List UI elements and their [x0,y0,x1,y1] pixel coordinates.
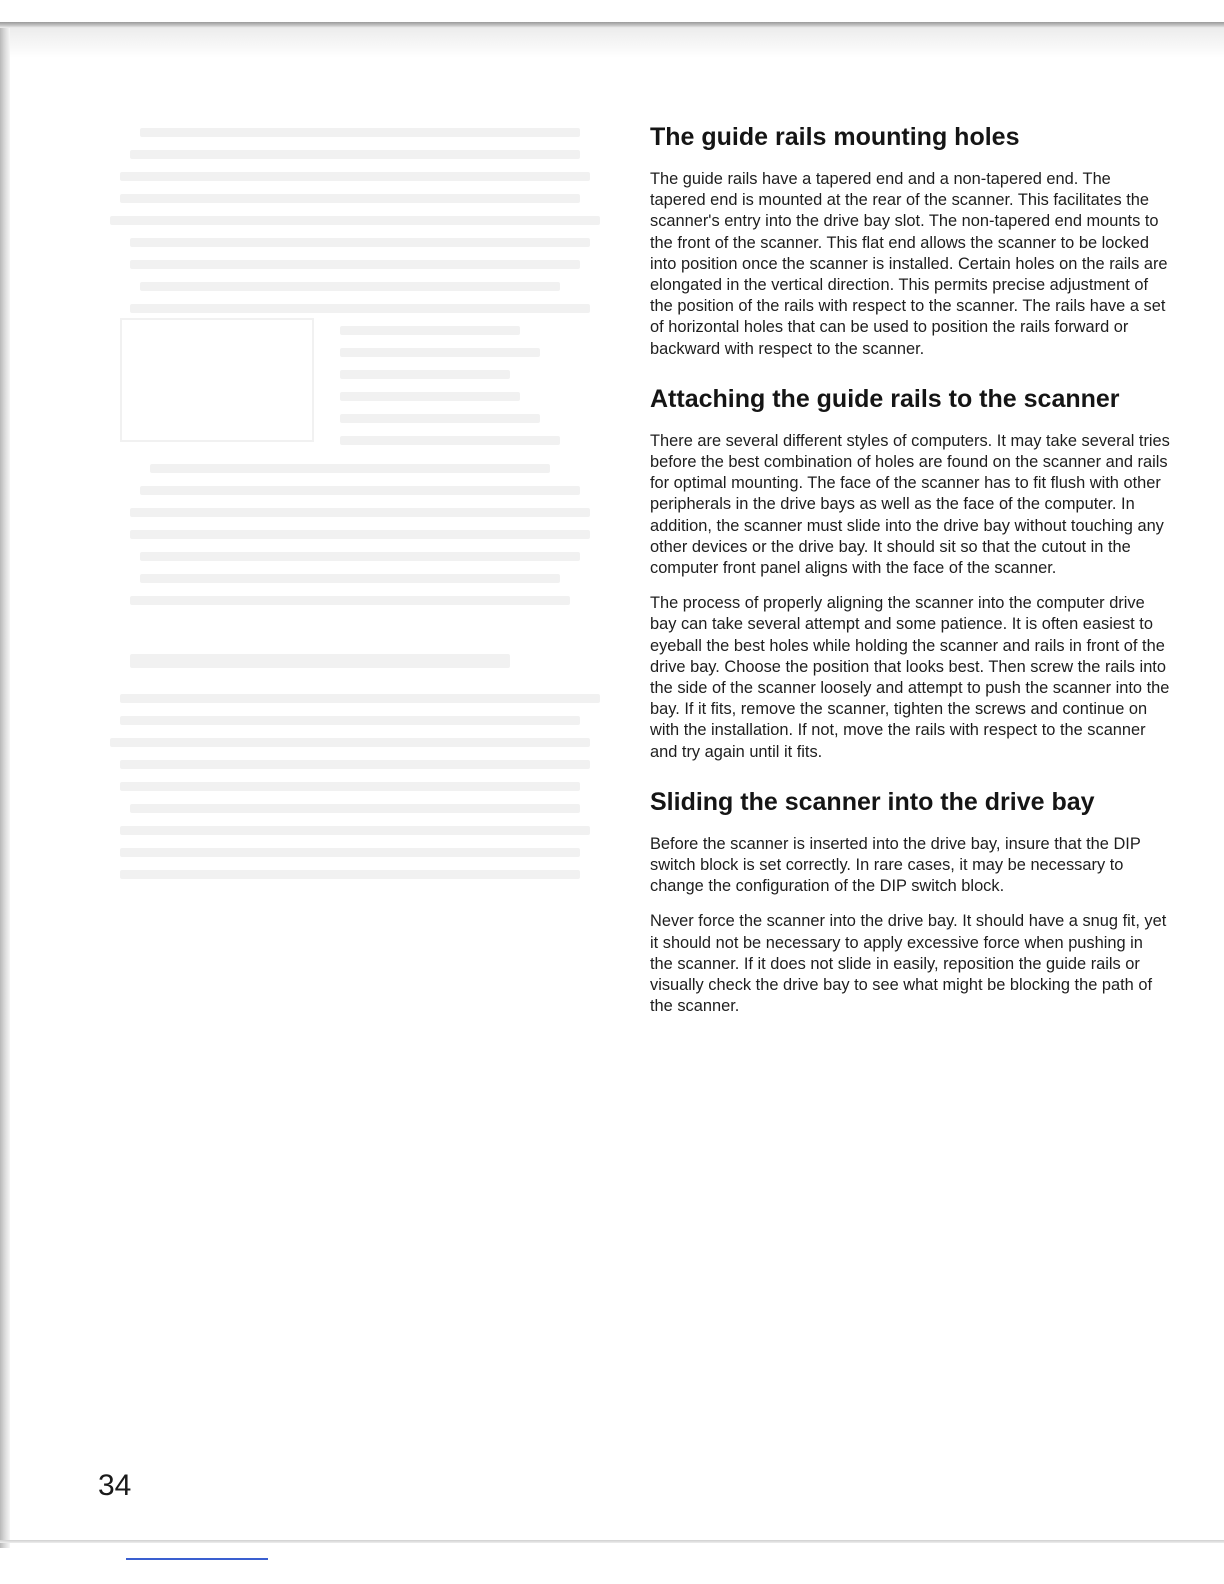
paragraph: Before the scanner is inserted into the drive bay, insure that the DIP switch block is set correctly. In rare cases, it may be necessary to change the configuration of the DIP switch block. [650,834,1141,896]
main-text-column [650,122,1170,1042]
scan-left-edge [0,28,10,1548]
section-heading: Attaching the guide rails to the scanner [650,384,1120,413]
section-heading: Sliding the scanner into the drive bay [650,787,1095,816]
paragraph: There are several different styles of computers. It may take several tries before the best combination of holes are found on the scanner and rails for optimal mounting. The face of the scanner has to fit flush with other peripherals in the drive bays as well as the face of the computer. In addition, the scanner must slide into the drive bay without touching any other devices or the drive bay. It should sit so that the cutout in the computer front panel aligns with the face of the scanner. [650,431,1170,578]
paragraph: The process of properly aligning the scanner into the computer drive bay can take several attempt and some patience. It is often easiest to eyeball the best holes while holding the scanner and rails in front of the drive bay. Choose the position that looks best. Then screw the rails into the side of the scanner loosely and attempt to push the scanner into the bay. If it fits, remove the scanner, tighten the screws and continue on with the installation. If not, move the rails with respect to the scanner and try again until it fits. [650,594,1170,761]
bottom-blue-rule [126,1558,268,1560]
scan-top-shadow [0,28,1224,58]
section-heading: The guide rails mounting holes [650,123,1020,151]
paragraph: Never force the scanner into the drive bay. It should have a snug fit, yet it should not be necessary to apply excessive force when pushing in the scanner. If it does not slide in easily, reposition the guide rails or visually check the drive bay to see what might be blocking the path of the scanner. [650,912,1167,1016]
section-guide-rails-mounting-holes [650,122,1170,360]
section-sliding-scanner-into-bay [650,787,1170,1018]
scan-bottom-edge [0,1540,1224,1543]
page-number: 34 [98,1469,132,1502]
section-attaching-guide-rails [650,384,1170,763]
paragraph: The guide rails have a tapered end and a non-tapered end. The tapered end is mounted at the rear of the scanner. This facilitates the scanner's entry into the drive bay slot. The non-tapered end mounts to the front of the scanner. This flat end allows the scanner to be locked into position once the scanner is installed. Certain holes on the rails are elongated in the vertical direction. This permits precise adjustment of the position of the rails with respect to the scanner. The rails have a set of horizontal holes that can be used to position the rails forward or backward with respect to the scanner. [650,170,1168,358]
reverse-side-bleed-through [100,118,610,908]
